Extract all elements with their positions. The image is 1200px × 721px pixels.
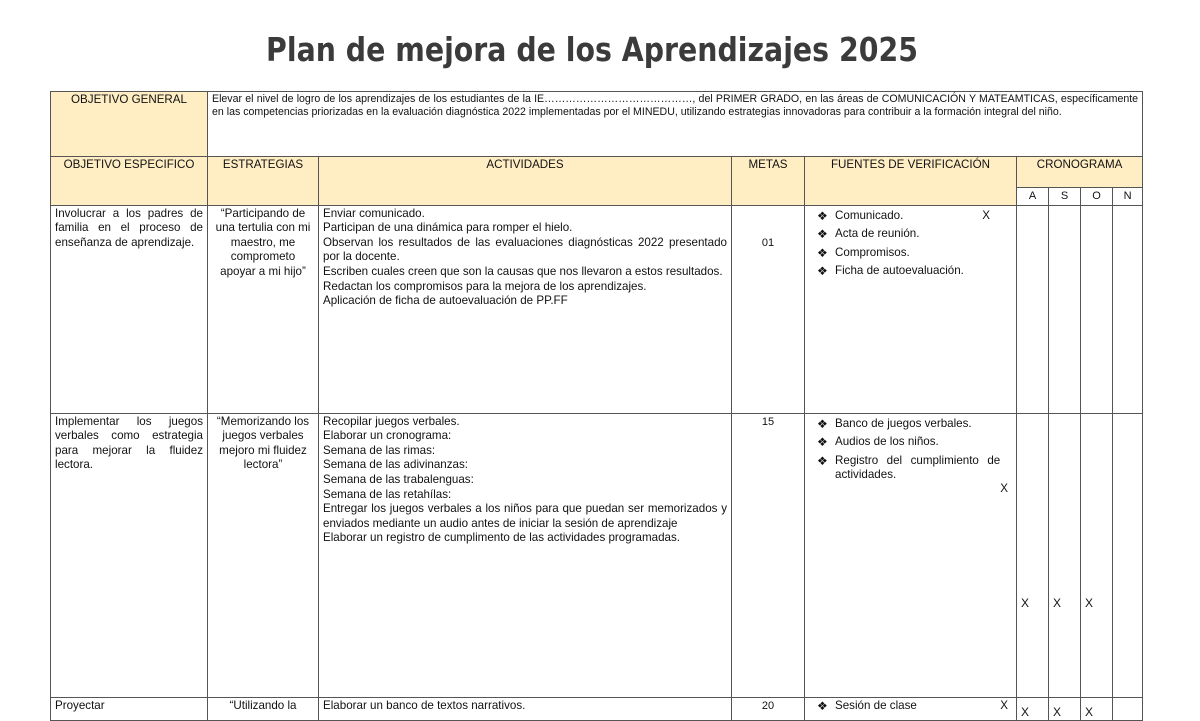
source-item [817, 227, 1008, 242]
diamond-bullet-icon: ❖ [817, 698, 828, 713]
source-item [817, 453, 1008, 495]
header-strategies: ESTRATEGIAS [208, 157, 319, 206]
table-row [51, 413, 1143, 697]
schedule-cell-s [1049, 205, 1081, 413]
activities-cell [319, 205, 732, 413]
goal-cell: 20 [732, 697, 805, 720]
table-row [51, 205, 1143, 413]
schedule-cell-n [1113, 413, 1143, 697]
check-x-mark: X [1000, 698, 1008, 712]
check-x-mark: X [982, 208, 990, 222]
activity-item: Escriben cuales creen que son la causas que nos llevaron a estos resultados. [323, 264, 723, 278]
general-objective-row [51, 92, 1143, 157]
source-item [817, 435, 1008, 450]
schedule-cell-s: X [1049, 413, 1081, 697]
header-activities: ACTIVIDADES [319, 157, 732, 206]
source-text: Ficha de autoevaluación. [835, 264, 964, 278]
header-specific-objective: OBJETIVO ESPECIFICO [51, 157, 208, 206]
schedule-cell-s: X [1049, 697, 1081, 720]
source-text: Comunicado. [835, 208, 904, 222]
general-objective-text: Elevar el nivel de logro de los aprendizajes de los estudiantes de la IE……………………………………, del PRIMER GRADO, en las áreas de COMUNICACIÓN Y MATEAMTICAS, específicamente en las competencias priorizadas en la evaluación diagnóstica 2022 implementadas por el MINEDU, utilizando estrategias innovadoras para contribuir a la formación integral del niño. [208, 92, 1143, 157]
source-text: Registro del cumplimiento de actividades. [835, 453, 1001, 482]
diamond-bullet-icon: ❖ [817, 264, 828, 279]
activity-item: Elaborar un banco de textos narrativos. [323, 698, 526, 712]
activity-item: Elaborar un cronograma: [323, 429, 452, 443]
activity-item: Semana de las rimas: [323, 443, 436, 457]
strategy-cell: “Utilizando la [208, 697, 319, 720]
month-o: O [1081, 188, 1113, 206]
table-row [51, 697, 1143, 720]
page-title: Plan de mejora de los Aprendizajes 2025 [266, 30, 918, 69]
diamond-bullet-icon: ❖ [817, 208, 828, 223]
diamond-bullet-icon: ❖ [817, 416, 828, 431]
header-verification-sources: FUENTES DE VERIFICACIÓN [805, 157, 1017, 206]
source-item [817, 246, 1008, 261]
month-s: S [1049, 188, 1081, 206]
activity-item: Entregar los juegos verbales a los niños para que puedan ser memorizados y enviados mediante un audio antes de iniciar la sesión de aprendizaje [323, 502, 727, 530]
schedule-cell-a [1017, 205, 1049, 413]
strategy-cell: “Participando de una tertulia con mi maestro, me comprometo apoyar a mi hijo” [208, 205, 319, 413]
specific-objective-cell: Implementar los juegos verbales como estrategia para mejorar la fluidez lectora. [51, 413, 208, 697]
source-item [817, 699, 1008, 714]
activity-item: Aplicación de ficha de autoevaluación de PP.FF [323, 294, 568, 308]
activity-item: Redactan los compromisos para la mejora de los aprendizajes. [323, 279, 647, 293]
source-item [817, 417, 1008, 432]
source-item [817, 209, 1008, 224]
verification-sources-cell [805, 413, 1017, 697]
improvement-plan-table [50, 91, 1143, 721]
source-text: Compromisos. [835, 245, 910, 259]
source-text: Sesión de clase [835, 698, 917, 712]
activity-item: Elaborar un registro de cumplimento de las actividades programadas. [323, 531, 681, 545]
goal-cell: 01 [732, 205, 805, 413]
specific-objective-cell: Proyectar [51, 697, 208, 720]
activity-item: Semana de las adivinanzas: [323, 458, 469, 472]
schedule-cell-a: X [1017, 697, 1049, 720]
diamond-bullet-icon: ❖ [817, 453, 828, 468]
goal-cell: 15 [732, 413, 805, 697]
activity-item: Semana de las retahílas: [323, 487, 452, 501]
header-row [51, 157, 1143, 188]
schedule-cell-n [1113, 697, 1143, 720]
schedule-cell-o: X [1081, 697, 1113, 720]
diamond-bullet-icon: ❖ [817, 435, 828, 450]
schedule-cell-n [1113, 205, 1143, 413]
source-text: Acta de reunión. [835, 227, 920, 241]
specific-objective-cell: Involucrar a los padres de familia en el proceso de enseñanza de aprendizaje. [51, 205, 208, 413]
source-item [817, 264, 1008, 279]
activity-item: Observan los resultados de las evaluaciones diagnósticas 2022 presentado por la docente. [323, 235, 727, 264]
diamond-bullet-icon: ❖ [817, 227, 828, 242]
month-n: N [1113, 188, 1143, 206]
source-text: Banco de juegos verbales. [835, 416, 972, 430]
check-x-mark: X [1000, 481, 1008, 495]
verification-sources-cell [805, 697, 1017, 720]
header-schedule: CRONOGRAMA [1017, 157, 1143, 188]
source-text: Audios de los niños. [835, 435, 939, 449]
activity-item: Semana de las trabalenguas: [323, 472, 474, 486]
schedule-cell-o: X [1081, 413, 1113, 697]
general-objective-label: OBJETIVO GENERAL [51, 92, 208, 157]
activity-item: Participan de una dinámica para romper el hielo. [323, 221, 573, 235]
header-goals: METAS [732, 157, 805, 206]
activity-item: Recopilar juegos verbales. [323, 414, 460, 428]
diamond-bullet-icon: ❖ [817, 245, 828, 260]
month-a: A [1017, 188, 1049, 206]
activities-cell [319, 697, 732, 720]
schedule-cell-a: X [1017, 413, 1049, 697]
schedule-cell-o [1081, 205, 1113, 413]
strategy-cell: “Memorizando los juegos verbales mejoro mi fluidez lectora” [208, 413, 319, 697]
activity-item: Enviar comunicado. [323, 206, 425, 220]
verification-sources-cell [805, 205, 1017, 413]
activities-cell [319, 413, 732, 697]
